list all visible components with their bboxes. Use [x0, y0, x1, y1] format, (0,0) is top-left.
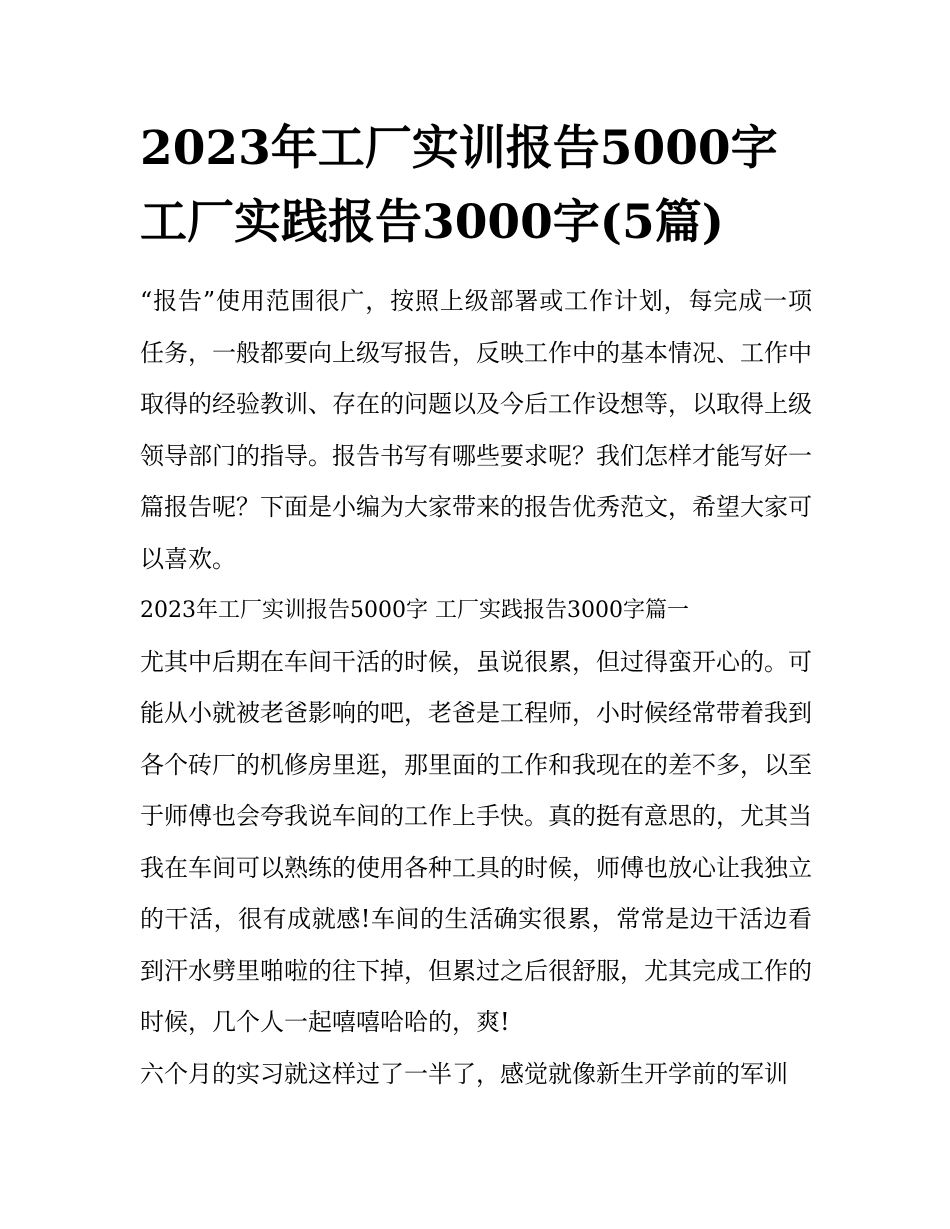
- section-heading: 2023年工厂实训报告5000字 工厂实践报告3000字篇一: [140, 598, 689, 623]
- document-body: [140, 276, 812, 1100]
- body-paragraph-2: 六个月的实习就这样过了一半了，感觉就像新生开学前的军训: [140, 1059, 788, 1088]
- title-line-1: 2023年工厂实训报告5000字: [140, 121, 778, 176]
- intro-paragraph: “报告”使用范围很广，按照上级部署或工作计划，每完成一项任务，一般都要向上级写报告，反映工作中的基本情况、工作中取得的经验教训、存在的问题以及今后工作设想等，以取得上级领导部门的指导。报告书写有哪些要求呢？我们怎样才能写好一篇报告呢？下面是小编为大家带来的报告优秀范文，希望大家可以喜欢。: [140, 287, 812, 573]
- document-title: [140, 112, 820, 260]
- title-line-2: 工厂实践报告3000字(5篇): [140, 195, 724, 250]
- body-paragraph-1: 尤其中后期在车间干活的时候，虽说很累，但过得蛮开心的。可能从小就被老爸影响的吧，老爸是工程师，小时候经常带着我到各个砖厂的机修房里逛，那里面的工作和我现在的差不多，以至于师傅也会夸我说车间的工作上手快。真的挺有意思的，尤其当我在车间可以熟练的使用各种工具的时候，师傅也放心让我独立的干活，很有成就感!车间的生活确实很累，常常是边干活边看到汗水劈里啪啦的往下掉，但累过之后很舒服，尤其完成工作的时候，几个人一起嘻嘻哈哈的，爽!: [140, 647, 812, 1036]
